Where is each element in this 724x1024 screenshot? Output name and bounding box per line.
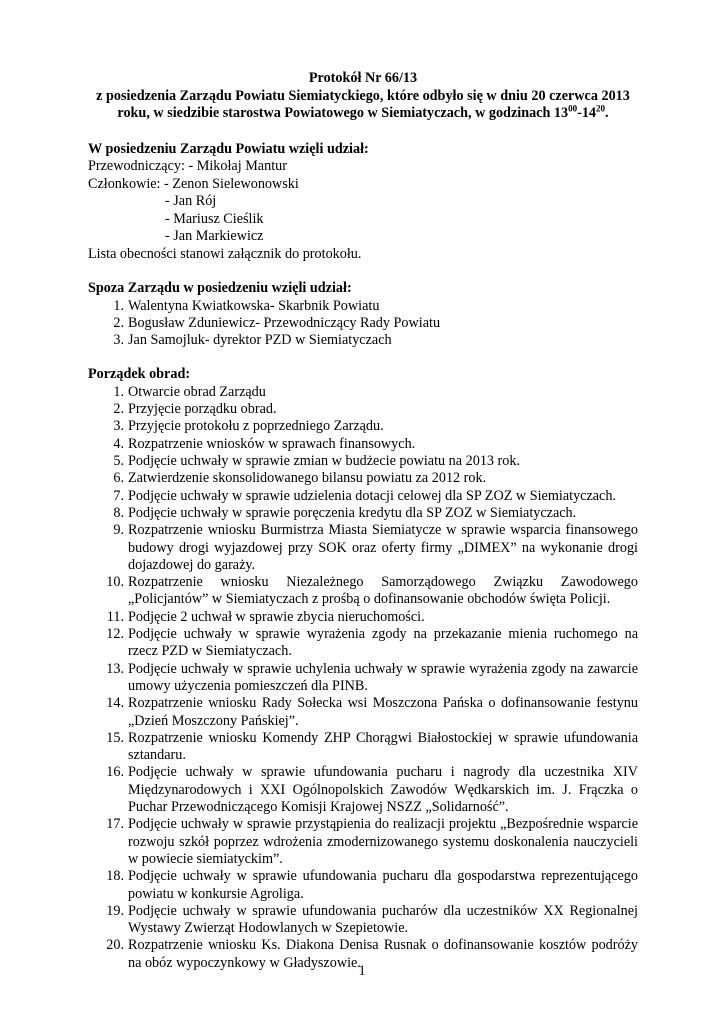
list-item-text: Bogusław Zduniewicz- Przewodniczący Rady Powiatu <box>128 314 441 331</box>
agenda-heading: Porządek obrad: <box>88 366 191 383</box>
list-item-number: 15. <box>106 729 124 746</box>
list-item-number: 14. <box>106 695 124 712</box>
list-item <box>88 626 638 661</box>
title-number: Protokół Nr 66/13 <box>308 70 418 86</box>
title-line-3-main: roku, w siedzibie starostwa Powiatowego w Siemiatyczach, w godzinach 13 <box>117 105 569 121</box>
list-item-text: Podjęcie uchwały w sprawie poręczenia kredytu dla SP ZOZ w Siemiatyczach. <box>128 504 577 521</box>
list-item <box>88 488 638 505</box>
list-item-number: 16. <box>106 764 124 781</box>
list-item <box>88 609 638 626</box>
time-dash: -14 <box>577 105 597 121</box>
title-line-3 <box>88 105 638 123</box>
time-start-minutes: 00 <box>568 103 578 114</box>
list-item-text: Rozpatrzenie wniosku Rady Sołecka wsi Moszczona Pańska o dofinansowanie festynu „Dzień Moszczony Pańskiej”. <box>128 695 638 729</box>
list-item <box>88 470 638 487</box>
list-item-number: 4. <box>113 435 124 452</box>
list-item-text: Podjęcie uchwały w sprawie uchylenia uchwały w sprawie wyrażenia zgody na zawarcie umowy użyczenia pomieszczeń dla PINB. <box>128 660 638 694</box>
list-item-number: 12. <box>106 626 124 643</box>
title-end: . <box>605 105 609 121</box>
list-item <box>88 695 638 730</box>
list-item-text: Rozpatrzenie wniosku Ks. Diakona Denisa Rusnak o dofinansowanie kosztów podróży na obóz wypoczynkowy w Gładyszowie. <box>128 937 638 971</box>
list-item-number: 13. <box>106 660 124 677</box>
list-item-number: 9. <box>113 522 124 539</box>
list-item-number: 10. <box>106 574 124 591</box>
list-item-text: Podjęcie uchwały w sprawie przystąpienia do realizacji projektu „Bezpośrednie wsparcie rozwoju szkół poprzez wdrożenia zmodernizowanego systemu doskonalenia nauczycieli w powiecie siemiatyckim”. <box>128 816 638 867</box>
list-item <box>88 418 638 435</box>
page-number: 1 <box>358 963 366 979</box>
list-item-text: Otwarcie obrad Zarządu <box>128 383 266 400</box>
list-item-text: Walentyna Kwiatkowska- Skarbnik Powiatu <box>128 297 380 314</box>
list-item-text: Rozpatrzenie wniosku Niezależnego Samorządowego Związku Zawodowego „Policjantów” w Siemiatyczach z prośbą o dofinansowanie obchodów święta Policji. <box>128 574 638 608</box>
member: - Jan Markiewicz <box>165 228 264 244</box>
list-item-text: Podjęcie uchwały w sprawie ufundowania pucharów dla uczestników XX Regionalnej Wystawy Zwierząt Hodowlanych w Szepietowie. <box>128 902 638 937</box>
list-item-number: 8. <box>113 504 124 521</box>
list-item-text: Podjęcie 2 uchwał w sprawie zbycia nieruchomości. <box>128 608 425 625</box>
list-item-number: 6. <box>113 470 124 487</box>
list-item-text: Podjęcie uchwały w sprawie wyrażenia zgody na przekazanie mienia ruchomego na rzecz PZD w Siemiatyczach. <box>128 626 638 660</box>
list-item-number: 3. <box>113 418 124 435</box>
list-item <box>88 730 638 765</box>
list-item <box>88 401 638 418</box>
title-line-2: z posiedzenia Zarządu Powiatu Siemiatyckiego, które odbyło się w dniu 20 czerwca 2013 <box>96 87 630 104</box>
list-item <box>88 298 638 315</box>
list-item-text: Podjęcie uchwały w sprawie ufundowania pucharu dla gospodarstwa reprezentującego powiatu w konkursie Agroliga. <box>128 868 638 902</box>
attendance-note: Lista obecności stanowi załącznik do protokołu. <box>88 245 362 262</box>
list-item <box>88 332 638 349</box>
list-item-text: Rozpatrzenie wniosków w sprawach finansowych. <box>128 435 416 452</box>
list-item <box>88 574 638 609</box>
list-item-text: Jan Samojluk- dyrektor PZD w Siemiatyczach <box>128 332 392 349</box>
list-item <box>88 764 638 816</box>
list-item-text: Przyjęcie protokołu z poprzedniego Zarządu. <box>128 418 384 435</box>
list-item-number: 17. <box>106 816 124 833</box>
list-item-text: Zatwierdzenie skonsolidowanego bilansu powiatu za 2012 rok. <box>128 470 487 487</box>
agenda-list <box>88 384 638 972</box>
list-item-text: Rozpatrzenie wniosku Burmistrza Miasta Siemiatycze w sprawie wsparcia finansowego budowy drogi wyjazdowej przy SOK oraz oferty firmy „DIMEX” na wykonanie drogi dojazdowej do garaży. <box>128 522 638 573</box>
list-item-number: 20. <box>106 937 124 954</box>
list-item-number: 3. <box>113 332 124 349</box>
list-item <box>88 315 638 332</box>
document-page <box>88 70 638 972</box>
list-item <box>88 453 638 470</box>
list-item-text: Podjęcie uchwały w sprawie udzielenia dotacji celowej dla SP ZOZ w Siemiatyczach. <box>128 487 616 504</box>
list-item-number: 5. <box>113 453 124 470</box>
board-heading: W posiedzeniu Zarządu Powiatu wzięli udział: <box>88 140 369 157</box>
agenda-section <box>88 366 638 972</box>
list-item <box>88 816 638 868</box>
list-item-number: 19. <box>106 902 124 919</box>
list-item <box>88 522 638 574</box>
guests-list <box>88 298 638 350</box>
board-section <box>88 141 638 264</box>
members-first: Członkowie: - Zenon Sielewonowski <box>88 175 299 192</box>
list-item-text: Rozpatrzenie wniosku Komendy ZHP Chorągwi Białostockiej w sprawie ufundowania sztandaru. <box>128 729 638 764</box>
list-item-number: 7. <box>113 487 124 504</box>
chairman: Przewodniczący: - Mikołaj Mantur <box>88 158 287 174</box>
protocol-title <box>88 70 638 123</box>
list-item <box>88 436 638 453</box>
list-item-text: Przyjęcie porządku obrad. <box>128 401 277 418</box>
list-item-number: 18. <box>106 868 124 885</box>
guests-heading: Spoza Zarządu w posiedzeniu wzięli udział: <box>88 280 352 296</box>
list-item <box>88 903 638 938</box>
list-item-number: 2. <box>113 314 124 331</box>
member: - Jan Rój <box>165 193 217 209</box>
list-item <box>88 505 638 522</box>
guests-section <box>88 280 638 349</box>
list-item-text: Podjęcie uchwały w sprawie zmian w budżecie powiatu na 2013 rok. <box>128 453 521 470</box>
list-item <box>88 661 638 696</box>
list-item <box>88 384 638 401</box>
member: - Mariusz Cieślik <box>165 210 264 227</box>
list-item-number: 11. <box>106 608 124 625</box>
list-item-number: 2. <box>113 401 124 418</box>
list-item <box>88 868 638 903</box>
list-item-text: Podjęcie uchwały w sprawie ufundowania pucharu i nagrody dla uczestnika XIV Międzynarodowych i XXI Ogólnopolskich Zawodów Wędkarskich im. J. Frączka o Puchar Przewodniczącego Komisji Krajowej NSZZ „Solidarność”. <box>128 764 638 816</box>
list-item-number: 1. <box>113 297 124 314</box>
list-item-number: 1. <box>113 383 124 400</box>
time-end-minutes: 20 <box>596 103 606 114</box>
